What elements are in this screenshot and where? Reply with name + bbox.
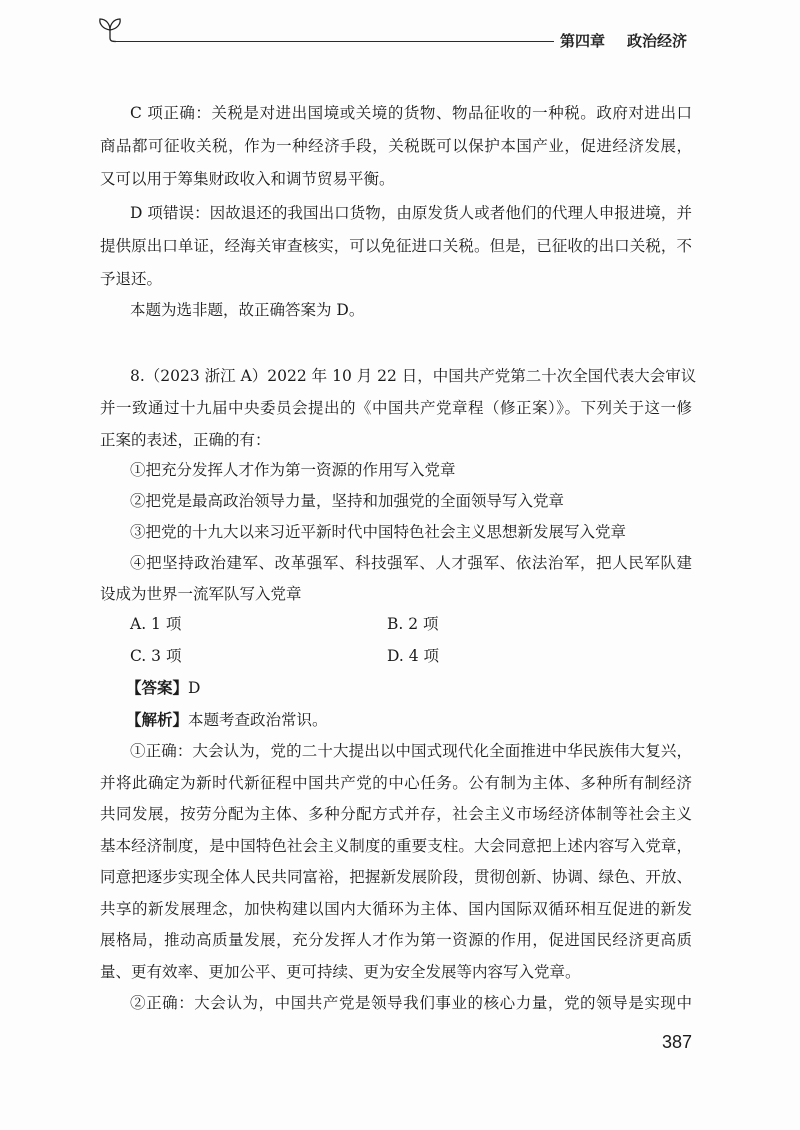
answer-label: 【答案】 bbox=[126, 678, 189, 697]
chapter-number: 第四章 bbox=[560, 32, 606, 50]
text-line: 予退还。 bbox=[100, 270, 163, 288]
explanation-1 bbox=[100, 736, 692, 988]
chapter-title: 政治经济 bbox=[627, 32, 688, 50]
text-line: 正案的表述，正确的有： bbox=[100, 431, 271, 449]
previous-conclusion bbox=[100, 294, 692, 327]
text-line: 同意把逐步实现全体人民共同富裕，把握新发展阶段，贯彻创新、协调、绿色、开放、 bbox=[100, 868, 692, 886]
text-line: 提供原出口单证，经海关审查核实，可以免征进口关税。但是，已征收的出口关税，不 bbox=[100, 237, 692, 255]
explanation-2 bbox=[100, 988, 692, 1020]
text-line: 基本经济制度，是中国特色社会主义制度的重要支柱。大会同意把上述内容写入党章， bbox=[100, 836, 692, 855]
statement-4-continued: 设成为世界一流军队写入党章 bbox=[100, 585, 302, 603]
text-line: ②正确：大会认为，中国共产党是领导我们事业的核心力量，党的领导是实现中 bbox=[130, 994, 692, 1012]
analysis-line bbox=[126, 704, 328, 736]
question-statements bbox=[100, 455, 692, 610]
option-d-explanation bbox=[100, 197, 692, 296]
page-number: 387 bbox=[661, 1032, 692, 1052]
answer-value: D bbox=[188, 679, 201, 697]
statement-2: ②把党是最高政治领导力量，坚持和加强党的全面领导写入党章 bbox=[130, 492, 565, 510]
text-line: 共同发展，按劳分配为主体、多种分配方式并存，社会主义市场经济体制等社会主义 bbox=[100, 805, 692, 823]
text-line: 并将此确定为新时代新征程中国共产党的中心任务。公有制为主体、多种所有制经济 bbox=[100, 773, 692, 792]
text-line: C 项正确：关税是对进出国境或关境的货物、物品征收的一种税。政府对进出口 bbox=[130, 104, 692, 122]
text-line: 并一致通过十九届中央委员会提出的《中国共产党章程（修正案）》。下列关于这一修 bbox=[100, 399, 692, 417]
text-line: 商品都可征收关税，作为一种经济手段，关税既可以保护本国产业，促进经济发展， bbox=[100, 137, 692, 155]
choice-c: C. 3 项 bbox=[130, 647, 182, 665]
text-line: 量、更有效率、更加公平、更可持续、更为安全发展等内容写入党章。 bbox=[100, 962, 581, 981]
text-line: D 项错误：因故退还的我国出口货物，由原发货人或者他们的代理人申报进境，并 bbox=[130, 204, 692, 222]
option-c-explanation bbox=[100, 97, 692, 196]
statement-3: ③把党的十九大以来习近平新时代中国特色社会主义思想新发展写入党章 bbox=[130, 523, 627, 541]
analysis-text: 本题考查政治常识。 bbox=[188, 711, 328, 729]
text-line: 又可以用于筹集财政收入和调节贸易平衡。 bbox=[100, 170, 395, 188]
question-stem bbox=[100, 360, 697, 456]
statement-4: ④把坚持政治建军、改革强军、科技强军、人才强军、依法治军，把人民军队建 bbox=[130, 554, 692, 572]
text-line: ①正确：大会认为，党的二十大提出以中国式现代化全面推进中华民族伟大复兴， bbox=[130, 742, 692, 760]
choice-a: A. 1 项 bbox=[130, 615, 182, 633]
statement-1: ①把充分发挥人才作为第一资源的作用写入党章 bbox=[130, 461, 456, 479]
text-line: 8.（2023 浙江 A）2022 年 10 月 22 日，中国共产党第二十次全国代表大会审议 bbox=[130, 367, 697, 385]
text-line: 共享的新发展理念，加快构建以国内大循环为主体、国内国际双循环相互促进的新发 bbox=[100, 899, 692, 918]
choice-b: B. 2 项 bbox=[387, 615, 439, 633]
answer-line bbox=[126, 672, 200, 704]
text-line: 本题为选非题，故正确答案为 D。 bbox=[130, 301, 365, 319]
choice-d: D. 4 项 bbox=[387, 647, 440, 665]
text-line: 展格局，推动高质量发展，充分发挥人才作为第一资源的作用，促进国民经济更高质 bbox=[100, 931, 692, 949]
analysis-label: 【解析】 bbox=[126, 710, 189, 729]
header-rule bbox=[114, 41, 554, 42]
